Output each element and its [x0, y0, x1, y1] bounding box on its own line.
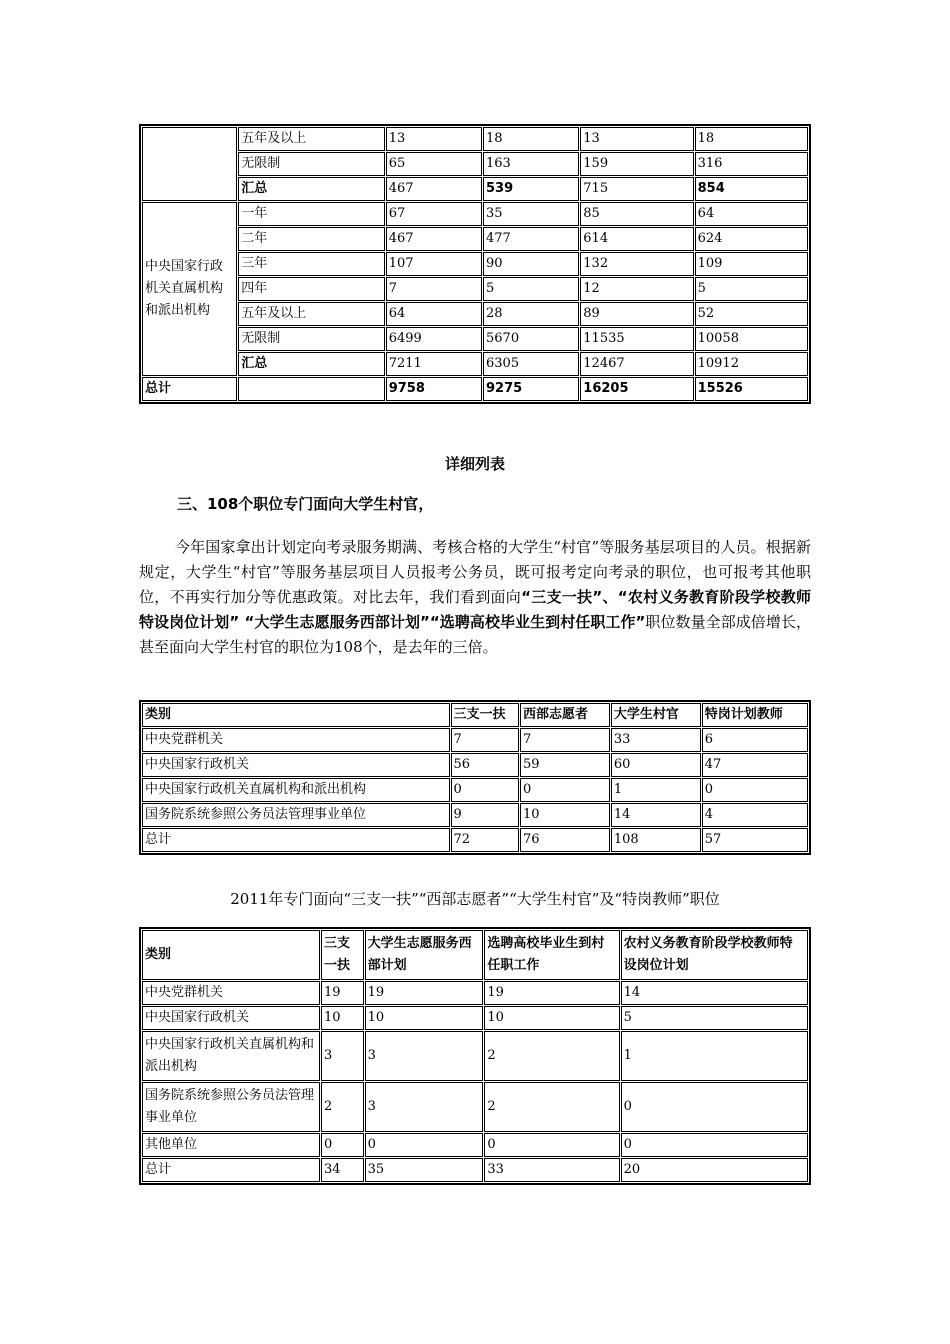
row-label: 五年及以上 — [238, 127, 384, 151]
positions-by-service-years-table — [139, 124, 811, 404]
row-label: 三年 — [238, 252, 384, 276]
column-header: 三支一扶 — [321, 930, 364, 980]
detail-list-title: 详细列表 — [444, 455, 505, 473]
cell-value: 18 — [695, 127, 808, 151]
table-header-row — [142, 703, 808, 727]
cell-value: 477 — [483, 227, 579, 251]
cell-value: 16205 — [580, 377, 693, 401]
table-row — [142, 227, 808, 251]
cell-value: 10 — [484, 1006, 619, 1030]
cell-value: 2 — [484, 1082, 619, 1132]
cell-value: 34 — [321, 1158, 364, 1182]
cell-value: 19 — [321, 981, 364, 1005]
row-label: 总计 — [142, 1158, 320, 1182]
row-label: 五年及以上 — [238, 302, 384, 326]
cell-value: 5 — [695, 277, 808, 301]
cell-value: 12 — [580, 277, 693, 301]
row-label: 中央国家行政机关直属机构和派出机构 — [142, 778, 450, 802]
table-row — [142, 778, 808, 802]
table-row-subtotal — [142, 352, 808, 376]
cell-value: 76 — [520, 828, 610, 852]
column-header: 大学生村官 — [611, 703, 701, 727]
body-paragraph — [139, 535, 811, 660]
cell-value: 14 — [621, 981, 808, 1005]
cell-value: 614 — [580, 227, 693, 251]
row-label: 无限制 — [238, 327, 384, 351]
row-label: 总计 — [142, 828, 450, 852]
cell-value: 6499 — [386, 327, 482, 351]
cell-value: 52 — [695, 302, 808, 326]
cell-value: 316 — [695, 152, 808, 176]
cell-value: 33 — [611, 728, 701, 752]
row-label: 二年 — [238, 227, 384, 251]
table-row — [142, 127, 808, 151]
positions-2012-table — [139, 700, 811, 855]
table-row — [142, 981, 808, 1005]
cell-value: 467 — [386, 227, 482, 251]
cell-value: 7 — [451, 728, 519, 752]
column-header: 类别 — [142, 703, 450, 727]
row-label: 中央党群机关 — [142, 728, 450, 752]
row-label: 中央党群机关 — [142, 981, 320, 1005]
table-row — [142, 1031, 808, 1081]
row-label: 一年 — [238, 202, 384, 226]
table-row — [142, 1082, 808, 1132]
paragraph-text: 职位数量全部成倍增长，甚至面向大学生村官的职位为108个，是去年的三倍。 — [139, 613, 811, 656]
cell-value: 3 — [365, 1082, 484, 1132]
cell-value: 13 — [580, 127, 693, 151]
row-label: 中央国家行政机关 — [142, 753, 450, 777]
cell-value: 2 — [321, 1082, 364, 1132]
cell-value: 0 — [484, 1133, 619, 1157]
cell-value: 33 — [484, 1158, 619, 1182]
table-header-row — [142, 930, 808, 980]
table-row — [142, 1133, 808, 1157]
table-row — [142, 327, 808, 351]
table-row — [142, 302, 808, 326]
cell-value: 14 — [611, 803, 701, 827]
cell-value: 715 — [580, 177, 693, 201]
cell-value: 56 — [451, 753, 519, 777]
column-header: 特岗计划教师 — [702, 703, 808, 727]
cell-value: 60 — [611, 753, 701, 777]
cell-value: 4 — [702, 803, 808, 827]
cell-value: 11535 — [580, 327, 693, 351]
cell-value: 6305 — [483, 352, 579, 376]
table-row — [142, 252, 808, 276]
cell-value: 467 — [386, 177, 482, 201]
column-header: 类别 — [142, 930, 320, 980]
cell-value: 10 — [321, 1006, 364, 1030]
cell-value: 5 — [621, 1006, 808, 1030]
column-header: 西部志愿者 — [520, 703, 610, 727]
table-row — [142, 152, 808, 176]
table-row — [142, 1006, 808, 1030]
cell-value: 89 — [580, 302, 693, 326]
row-label: 汇总 — [238, 177, 384, 201]
cell-value: 624 — [695, 227, 808, 251]
cell-value: 5670 — [483, 327, 579, 351]
cell-value: 72 — [451, 828, 519, 852]
cell-value: 13 — [386, 127, 482, 151]
table-row-subtotal — [142, 177, 808, 201]
paragraph-text: 今年国家拿出计划定向考录服务期满、考核合格的大学生“村官”等服务基层项目的人员。根据新规定，大学生“村官”等服务基层项目人员报考公务员，既可报考定向考录的职位，也可报考其他职位，不再实行加分等优惠政策。对比去年，我们看到面向 — [139, 538, 811, 606]
row-label: 国务院系统参照公务员法管理事业单位 — [142, 1082, 320, 1132]
cell-value: 9758 — [386, 377, 482, 401]
cell-value: 64 — [386, 302, 482, 326]
table-row — [142, 277, 808, 301]
column-header: 三支一扶 — [451, 703, 519, 727]
row-label: 总计 — [142, 377, 237, 401]
table-row — [142, 753, 808, 777]
row-label: 国务院系统参照公务员法管理事业单位 — [142, 803, 450, 827]
cell-value: 108 — [611, 828, 701, 852]
cell-value: 9 — [451, 803, 519, 827]
cell-value: 19 — [365, 981, 484, 1005]
cell-value: 35 — [365, 1158, 484, 1182]
table-row — [142, 803, 808, 827]
cell-value: 5 — [483, 277, 579, 301]
cell-value: 6 — [702, 728, 808, 752]
row-label: 其他单位 — [142, 1133, 320, 1157]
table-row — [142, 728, 808, 752]
cell-value: 85 — [580, 202, 693, 226]
cell-value: 18 — [483, 127, 579, 151]
column-header: 农村义务教育阶段学校教师特设岗位计划 — [621, 930, 808, 980]
cell-value: 10058 — [695, 327, 808, 351]
cell-value: 7 — [520, 728, 610, 752]
table-row-total — [142, 1158, 808, 1182]
cell-value: 0 — [702, 778, 808, 802]
cell-value: 65 — [386, 152, 482, 176]
cell-value: 539 — [483, 177, 579, 201]
cell-value: 3 — [321, 1031, 364, 1081]
cell-value: 854 — [695, 177, 808, 201]
cell-value: 2 — [484, 1031, 619, 1081]
section-heading: 三、108个职位专门面向大学生村官， — [177, 495, 434, 513]
cell-value: 90 — [483, 252, 579, 276]
table-row — [142, 202, 808, 226]
cell-value: 10 — [365, 1006, 484, 1030]
group1-category-cell — [142, 127, 237, 201]
cell-value: 59 — [520, 753, 610, 777]
cell-value: 0 — [520, 778, 610, 802]
cell-value: 15526 — [695, 377, 808, 401]
row-label: 中央国家行政机关 — [142, 1006, 320, 1030]
positions-2011-table — [139, 927, 811, 1185]
cell-value: 57 — [702, 828, 808, 852]
row-label: 汇总 — [238, 352, 384, 376]
cell-value: 3 — [365, 1031, 484, 1081]
cell-value: 12467 — [580, 352, 693, 376]
cell-value: 163 — [483, 152, 579, 176]
row-label: 无限制 — [238, 152, 384, 176]
table-row-total — [142, 377, 808, 401]
cell-value: 0 — [621, 1082, 808, 1132]
paragraph-bold-text: “三支一扶”、“农村义务教育阶段学校教师特设岗位计划” “大学生志愿服务西部计划”“选聘高校毕业生到村任职工作” — [139, 588, 811, 631]
cell-value: 10912 — [695, 352, 808, 376]
cell-value: 1 — [611, 778, 701, 802]
row-label: 中央国家行政机关直属机构和派出机构 — [142, 1031, 320, 1081]
cell-value: 0 — [365, 1133, 484, 1157]
cell-value: 1 — [621, 1031, 808, 1081]
cell-value: 0 — [321, 1133, 364, 1157]
cell-value: 64 — [695, 202, 808, 226]
cell-value: 159 — [580, 152, 693, 176]
cell-value: 35 — [483, 202, 579, 226]
cell-value: 0 — [451, 778, 519, 802]
cell-value: 20 — [621, 1158, 808, 1182]
cell-value: 132 — [580, 252, 693, 276]
table-row-total — [142, 828, 808, 852]
group2-category-cell: 中央国家行政机关直属机构和派出机构 — [142, 202, 237, 376]
cell-value: 19 — [484, 981, 619, 1005]
empty-cell — [238, 377, 384, 401]
column-header: 大学生志愿服务西部计划 — [365, 930, 484, 980]
cell-value: 10 — [520, 803, 610, 827]
cell-value: 107 — [386, 252, 482, 276]
cell-value: 9275 — [483, 377, 579, 401]
cell-value: 28 — [483, 302, 579, 326]
cell-value: 0 — [621, 1133, 808, 1157]
cell-value: 7 — [386, 277, 482, 301]
cell-value: 109 — [695, 252, 808, 276]
cell-value: 67 — [386, 202, 482, 226]
cell-value: 7211 — [386, 352, 482, 376]
cell-value: 47 — [702, 753, 808, 777]
row-label: 四年 — [238, 277, 384, 301]
column-header: 选聘高校毕业生到村任职工作 — [484, 930, 619, 980]
table-caption: 2011年专门面向“三支一扶”“西部志愿者”“大学生村官”及“特岗教师”职位 — [230, 890, 720, 908]
